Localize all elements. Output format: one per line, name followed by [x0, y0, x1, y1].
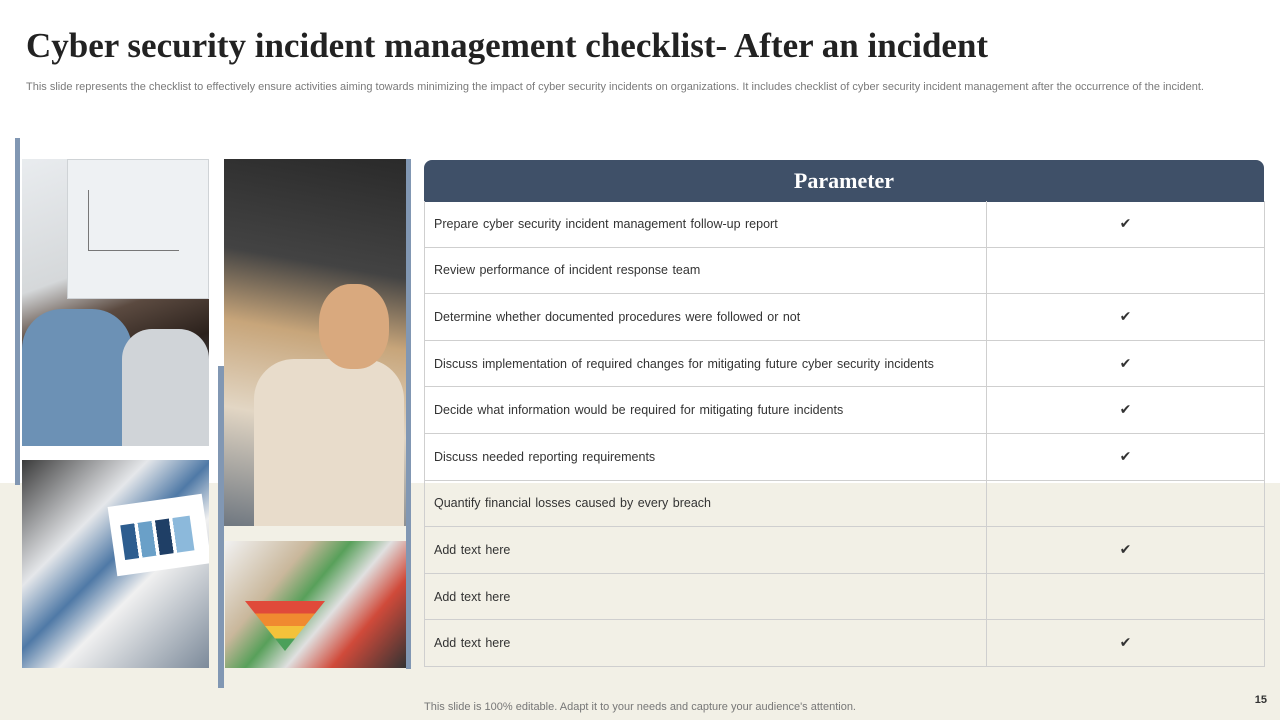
- table-row: [425, 527, 1264, 574]
- empty-check-cell: [987, 248, 1264, 294]
- page-number: 15: [1254, 694, 1267, 706]
- photo-desk-reports: [225, 541, 406, 668]
- checklist-item-text: Decide what information would be required for mitigating future incidents: [425, 387, 987, 433]
- checkmark-icon: ✔: [1119, 308, 1132, 325]
- table-row: [425, 248, 1264, 295]
- checklist-item-text: Determine whether documented procedures were followed or not: [425, 294, 987, 340]
- slide-footer: This slide is 100% editable. Adapt it to your needs and capture your audience's attention.: [424, 701, 856, 713]
- table-row: [425, 481, 1264, 528]
- checkmark-icon: ✔: [1119, 355, 1132, 372]
- checklist-item-text: Prepare cyber security incident management follow-up report: [425, 201, 987, 247]
- checklist-item-text: Discuss needed reporting requirements: [425, 434, 987, 480]
- table-row: [425, 387, 1264, 434]
- checklist-table: [424, 201, 1265, 667]
- table-header-parameter: Parameter: [424, 160, 1264, 202]
- table-row: [425, 294, 1264, 341]
- checkmark-icon: ✔: [1119, 635, 1132, 652]
- checklist-item-text: Add text here: [425, 527, 987, 573]
- empty-check-cell: [987, 481, 1264, 527]
- table-row: [425, 620, 1264, 667]
- photo-team-discussion: [224, 159, 406, 526]
- checklist-item-text: Quantify financial losses caused by every breach: [425, 481, 987, 527]
- table-row: [425, 574, 1264, 621]
- checklist-item-text: Add text here: [425, 574, 987, 620]
- checkmark-icon: ✔: [1119, 402, 1132, 419]
- table-row: [425, 201, 1264, 248]
- empty-check-cell: [987, 574, 1264, 620]
- table-row: [425, 434, 1264, 481]
- checklist-item-text: Discuss implementation of required changes for mitigating future cyber security incidents: [425, 341, 987, 387]
- checklist-item-text: Add text here: [425, 620, 987, 666]
- accent-bar-right: [406, 159, 411, 669]
- photo-team-whiteboard: [22, 159, 209, 446]
- checklist-item-text: Review performance of incident response team: [425, 248, 987, 294]
- photo-documents-charts: [22, 460, 209, 668]
- table-row: [425, 341, 1264, 388]
- slide-subtitle: This slide represents the checklist to effectively ensure activities aiming towards minimizing the impact of cyber security incidents on organizations. It includes checklist of cyber security incident management after the occurrence of the incident.: [26, 81, 1204, 93]
- checkmark-icon: ✔: [1119, 215, 1132, 232]
- slide-title: Cyber security incident management checklist- After an incident: [26, 26, 989, 65]
- checkmark-icon: ✔: [1119, 448, 1132, 465]
- checkmark-icon: ✔: [1119, 541, 1132, 558]
- accent-bar-left: [15, 138, 20, 485]
